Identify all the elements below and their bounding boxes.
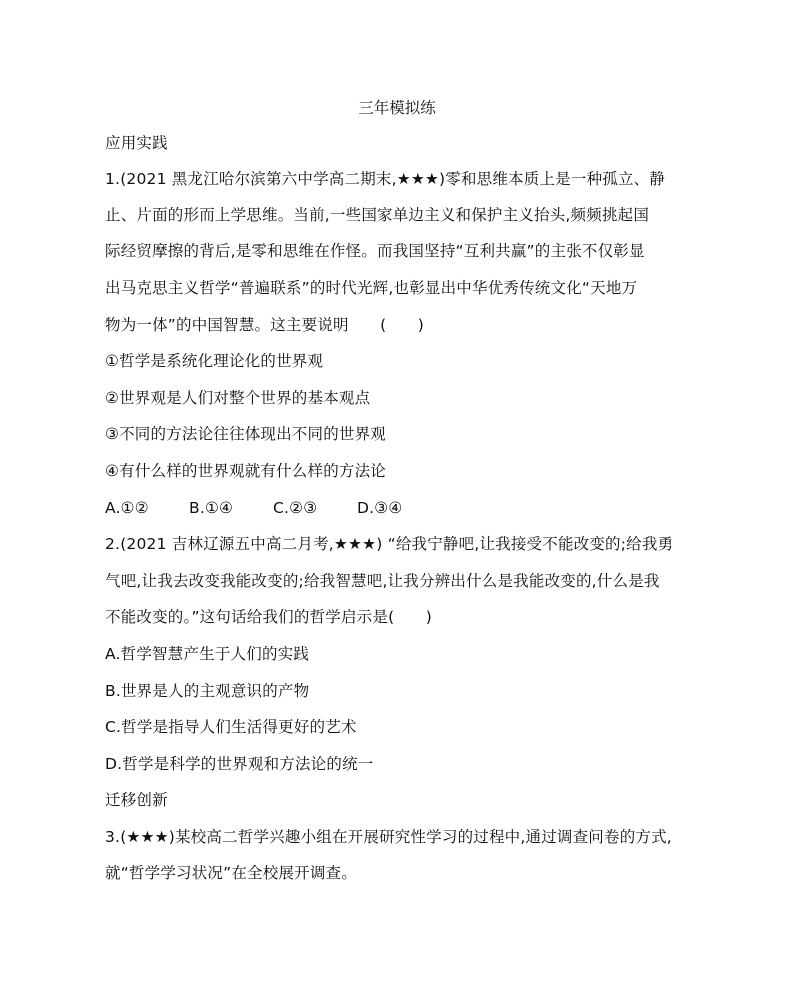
- option-d[interactable]: D.③④: [357, 499, 403, 517]
- page-title: 三年模拟练: [358, 99, 436, 117]
- question-2-line: 气吧,让我去改变我能改变的;给我智慧吧,让我分辨出什么是我能改变的,什么是我: [105, 572, 660, 590]
- statement-item: ④有什么样的世界观就有什么样的方法论: [105, 462, 386, 480]
- statement-item: ③不同的方法论往往体现出不同的世界观: [105, 425, 386, 443]
- option-c[interactable]: C.哲学是指导人们生活得更好的艺术: [105, 718, 357, 736]
- question-2-line: 2.(2021 吉林辽源五中高二月考,★★★) “给我宁静吧,让我接受不能改变的;给我勇: [105, 535, 674, 553]
- option-d[interactable]: D.哲学是科学的世界观和方法论的统一: [105, 755, 374, 773]
- question-3-line: 就“哲学学习状况”在全校展开调查。: [105, 864, 357, 882]
- option-b[interactable]: B.世界是人的主观意识的产物: [105, 682, 310, 700]
- option-a[interactable]: A.①②: [105, 499, 149, 517]
- question-1-options: [105, 498, 441, 518]
- option-c[interactable]: C.②③: [273, 499, 318, 517]
- option-a[interactable]: A.哲学智慧产生于人们的实践: [105, 645, 310, 663]
- question-1-line: 止、片面的形而上学思维。当前,一些国家单边主义和保护主义抬头,频频挑起国: [105, 206, 650, 224]
- question-2-line: 不能改变的。”这句话给我们的哲学启示是( ): [105, 608, 432, 626]
- statement-item: ①哲学是系统化理论化的世界观: [105, 352, 324, 370]
- section-heading: 应用实践: [105, 134, 168, 152]
- option-b[interactable]: B.①④: [189, 499, 234, 517]
- statement-item: ②世界观是人们对整个世界的基本观点: [105, 389, 371, 407]
- question-1-line: 1.(2021 黑龙江哈尔滨第六中学高二期末,★★★)零和思维本质上是一种孤立、静: [105, 170, 666, 188]
- question-1-line: 出马克思主义哲学“普遍联系”的时代光辉,也彰显出中华优秀传统文化“天地万: [105, 279, 638, 297]
- question-3-line: 3.(★★★)某校高二哲学兴趣小组在开展研究性学习的过程中,通过调查问卷的方式,: [105, 828, 672, 846]
- section-heading: 迁移创新: [105, 791, 168, 809]
- question-1-line: 物为一体”的中国智慧。这主要说明 ( ): [105, 316, 425, 334]
- question-1-line: 际经贸摩擦的背后,是零和思维在作怪。而我国坚持“互利共赢”的主张不仅彰显: [105, 242, 645, 260]
